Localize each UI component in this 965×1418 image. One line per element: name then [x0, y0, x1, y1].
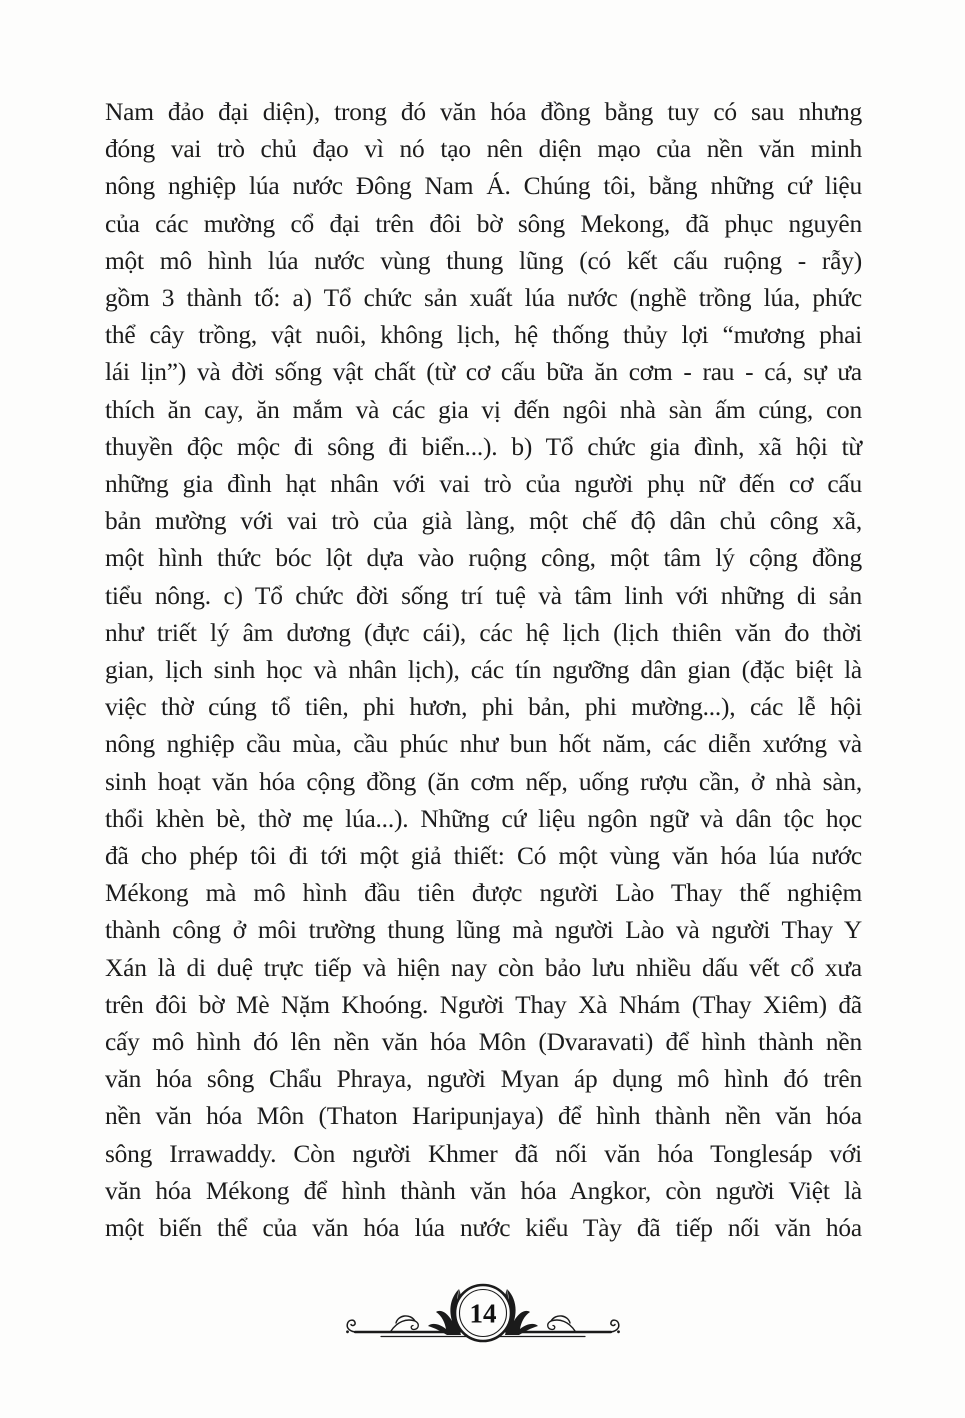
text-line: một biến thể của văn hóa lúa nước kiểu Tày đã tiếp nối văn hóa	[105, 1214, 862, 1243]
page-footer-ornament	[343, 1279, 623, 1349]
text-line: Nam đảo đại diện), trong đó văn hóa đồng bằng tuy có sau nhưng	[105, 98, 862, 126]
text-line: một mô hình lúa nước vùng thung lũng (có kết cấu ruộng - rẫy)	[105, 246, 862, 275]
text-line: những gia đình hạt nhân với vai trò của người phụ nữ đến cơ cấu	[105, 470, 862, 499]
text-line: lái lịn”) và đời sống vật chất (từ cơ cấu bữa ăn cơm - rau - cá, sự ưa	[105, 358, 862, 387]
text-line: thành công ở môi trường thung lũng mà người Lào và người Thay Y	[105, 916, 862, 945]
text-line: đóng vai trò chủ đạo vì nó tạo nên diện mạo của nền văn minh	[105, 135, 862, 164]
text-line: gồm 3 thành tố: a) Tổ chức sản xuất lúa nước (nghề trồng lúa, phức	[105, 284, 862, 313]
text-line: văn hóa Mékong để hình thành văn hóa Angkor, còn người Việt là	[105, 1176, 862, 1205]
text-line: của các mường cổ đại trên đôi bờ sông Mekong, đã phục nguyên	[105, 209, 862, 238]
text-line: bản mường với vai trò của già làng, một chế độ dân chủ công xã,	[105, 507, 862, 536]
text-line: văn hóa sông Chẩu Phraya, người Myan áp dụng mô hình đó trên	[105, 1065, 862, 1094]
text-line: một hình thức bóc lột dựa vào ruộng công, một tâm lý cộng đồng	[105, 544, 862, 573]
footer-flourish-icon	[343, 1279, 623, 1349]
text-line: cấy mô hình đó lên nền văn hóa Môn (Dvaravati) để hình thành nền	[105, 1028, 862, 1057]
text-line: trên đôi bờ Mè Nặm Khoóng. Người Thay Xà Nhám (Thay Xiêm) đã	[105, 990, 862, 1019]
text-line: đã cho phép tôi đi tới một giả thiết: Có một vùng văn hóa lúa nước	[105, 842, 862, 871]
text-line: thổi khèn bè, thờ mẹ lúa...). Những cứ liệu ngôn ngữ và dân tộc học	[105, 804, 862, 833]
text-line: nền văn hóa Môn (Thaton Haripunjaya) để hình thành nền văn hóa	[105, 1102, 862, 1131]
text-line: nông nghiệp cầu mùa, cầu phúc như bun hốt năm, các diễn xướng và	[105, 730, 862, 759]
text-line: gian, lịch sinh học và nhân lịch), các tín ngưỡng dân gian (đặc biệt là	[105, 656, 862, 685]
text-line: như triết lý âm dương (đực cái), các hệ lịch (lịch thiên văn đo thời	[105, 618, 862, 647]
text-line: việc thờ cúng tổ tiên, phi hươn, phi bản, phi mường...), các lễ hội	[105, 693, 862, 722]
body-text-block	[105, 94, 862, 1247]
text-line: thích ăn cay, ăn mắm và các gia vị đến ngôi nhà sàn ấm cúng, con	[105, 395, 862, 424]
text-line: sinh hoạt văn hóa cộng đồng (ăn cơm nếp, uống rượu cần, ở nhà sàn,	[105, 767, 862, 796]
page-number: 14	[469, 1298, 497, 1329]
page-number-badge	[455, 1285, 511, 1341]
text-line: thể cây trồng, vật nuôi, không lịch, hệ thống thủy lợi “mương phai	[105, 321, 862, 350]
text-line: Mékong mà mô hình đầu tiên được người Lào Thay thế nghiệm	[105, 879, 862, 908]
text-line: thuyền độc mộc đi sông đi biển...). b) Tổ chức gia đình, xã hội từ	[105, 432, 862, 461]
text-line: Xán là di duệ trực tiếp và hiện nay còn bảo lưu nhiều dấu vết cổ xưa	[105, 953, 862, 982]
text-line: nông nghiệp lúa nước Đông Nam Á. Chúng tôi, bằng những cứ liệu	[105, 172, 862, 201]
text-line: tiểu nông. c) Tổ chức đời sống trí tuệ và tâm linh với những di sản	[105, 581, 862, 610]
text-line: sông Irrawaddy. Còn người Khmer đã nối văn hóa Tonglesáp với	[105, 1139, 862, 1168]
